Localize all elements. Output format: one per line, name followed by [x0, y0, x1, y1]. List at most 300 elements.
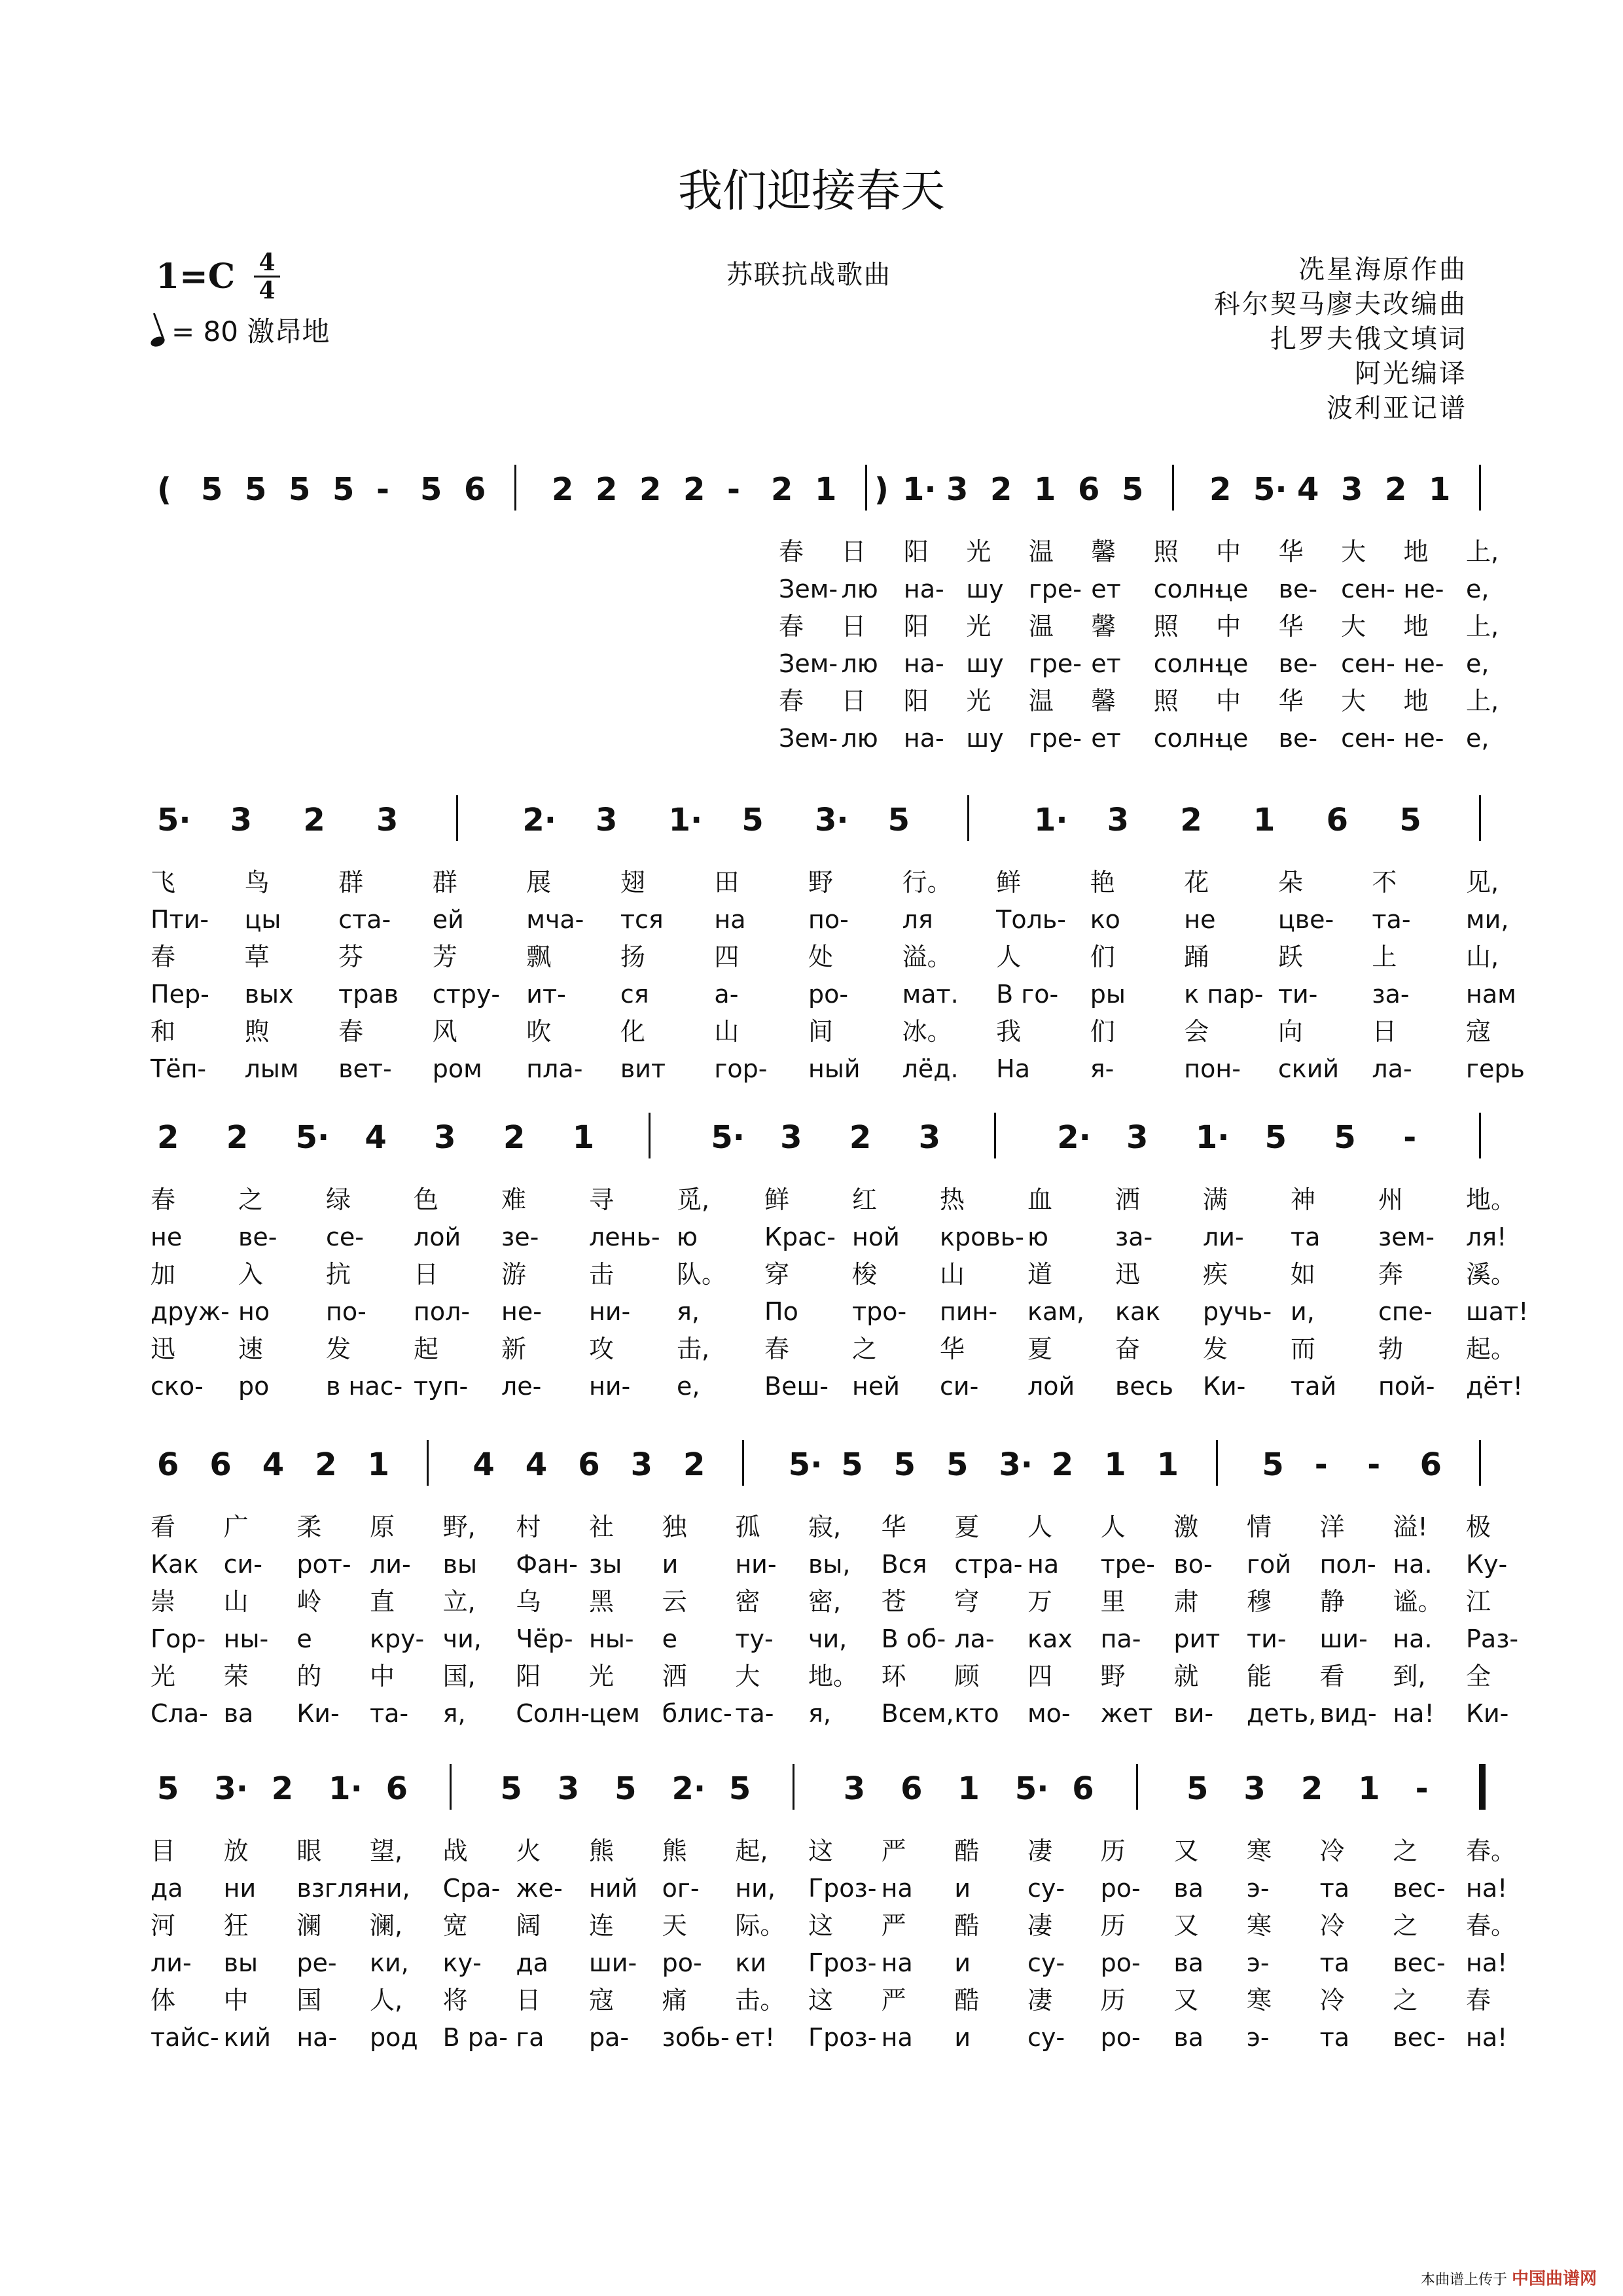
lyric-syllable: 照	[1153, 687, 1179, 715]
lyric-syllable: пол-	[414, 1297, 471, 1326]
lyric-syllable: лёд.	[902, 1054, 959, 1083]
note: 3·	[999, 1446, 1033, 1483]
lyric-syllable: 日	[841, 687, 866, 715]
lyric-syllable: 队。	[677, 1260, 727, 1289]
lyric-syllable: ро-	[1100, 1948, 1141, 1977]
lyric-syllable: Вся	[881, 1550, 927, 1579]
lyric-syllable: ний	[589, 1874, 638, 1903]
lyric-syllable: цы	[244, 905, 281, 934]
note: 1·	[1195, 1119, 1230, 1156]
lyric-syllable: ти-	[1247, 1624, 1287, 1653]
lyric-syllable: 寒	[1247, 1911, 1272, 1940]
bar-line	[1479, 1113, 1481, 1158]
note: 6	[1419, 1446, 1442, 1483]
note: 5	[1334, 1119, 1356, 1156]
lyric-syllable: на!	[1393, 1699, 1435, 1728]
lyric-syllable: ро	[238, 1372, 270, 1401]
note: 2	[1385, 471, 1407, 508]
lyric-syllable: 们	[1090, 1017, 1115, 1046]
lyric-syllable: ши-	[1319, 1624, 1368, 1653]
lyric-syllable: 能	[1247, 1662, 1272, 1691]
lyric-syllable: 人,	[370, 1986, 403, 2015]
lyric-syllable: ры	[1090, 980, 1126, 1009]
lyric-syllable: на.	[1393, 1624, 1433, 1653]
note: 5	[887, 802, 910, 838]
lyric-syllable: же-	[516, 1874, 563, 1903]
lyric-syllable: 们	[1090, 942, 1115, 971]
lyric-syllable: туп-	[414, 1372, 469, 1401]
lyric-syllable: 际。	[735, 1911, 785, 1940]
note: 2	[552, 471, 574, 508]
lyric-syllable: 勃	[1378, 1335, 1404, 1363]
lyric-syllable: 环	[881, 1662, 906, 1691]
time-signature-top: 4	[259, 249, 276, 276]
lyric-syllable: не-	[1403, 575, 1444, 603]
lyric-syllable: рот-	[296, 1550, 351, 1579]
lyric-syllable: 日	[1372, 1017, 1397, 1046]
credit-line: 阿光编译	[1355, 359, 1467, 389]
note: 6	[1078, 471, 1100, 508]
lyric-syllable: ту-	[735, 1624, 774, 1653]
lyric-syllable: 击	[589, 1260, 615, 1289]
lyric-syllable: 阳	[903, 537, 929, 566]
lyric-syllable: 馨	[1091, 537, 1116, 566]
lyric-syllable: 疾	[1203, 1260, 1228, 1289]
note: 2	[639, 471, 662, 508]
lyric-syllable: 地。	[808, 1662, 859, 1691]
lyric-syllable: су-	[1027, 2023, 1065, 2052]
tempo-expression: 激昂地	[247, 315, 330, 348]
lyric-syllable: нам	[1466, 980, 1516, 1009]
lyric-syllable: 入	[238, 1260, 264, 1289]
lyric-syllable: 间	[808, 1017, 834, 1046]
lyric-syllable: 这	[808, 1837, 834, 1865]
note: 3	[557, 1770, 580, 1807]
lyric-syllable: 广	[223, 1513, 249, 1541]
lyric-syllable: 寒	[1247, 1837, 1272, 1865]
note: 3	[780, 1119, 802, 1156]
lyric-syllable: на!	[1466, 2023, 1508, 2052]
key-signature: 1=C	[156, 257, 236, 296]
lyric-syllable: 阳	[903, 687, 929, 715]
note: 4	[262, 1446, 285, 1483]
lyric-syllable: 熊	[662, 1837, 687, 1865]
lyric-syllable: и	[662, 1550, 679, 1579]
lyric-syllable: 看	[1319, 1662, 1345, 1691]
lyric-syllable: 酷	[954, 1911, 980, 1940]
lyric-syllable: но	[238, 1297, 270, 1326]
lyric-syllable: не-	[1403, 649, 1444, 678]
song-subtitle: 苏联抗战歌曲	[726, 260, 891, 290]
lyric-syllable: 草	[244, 942, 270, 971]
note: 5·	[711, 1119, 745, 1156]
lyric-syllable: я-	[1090, 1054, 1115, 1083]
lyric-syllable: 这	[808, 1986, 834, 2015]
lyric-syllable: 穹	[954, 1587, 980, 1616]
lyric-syllable: 不	[1372, 868, 1397, 897]
lyric-syllable: 鲜	[764, 1185, 790, 1214]
lyric-syllable: 发	[326, 1335, 351, 1363]
lyric-syllable: за-	[1372, 980, 1410, 1009]
lyric-syllable: 夏	[1027, 1335, 1053, 1363]
note: 2·	[671, 1770, 706, 1807]
lyric-syllable: не-	[501, 1297, 542, 1326]
lyric-syllable: 野	[808, 868, 834, 897]
lyric-syllable: вет-	[338, 1054, 392, 1083]
lyric-syllable: 奔	[1378, 1260, 1404, 1289]
lyric-syllable: 满	[1203, 1185, 1228, 1214]
lyric-syllable: на-	[903, 575, 944, 603]
lyric-syllable: лень-	[589, 1223, 660, 1251]
lyric-syllable: Ки-	[296, 1699, 340, 1728]
lyric-syllable: 目	[151, 1837, 176, 1865]
lyric-syllable: вы	[223, 1948, 259, 1977]
lyric-syllable: ве-	[1278, 649, 1318, 678]
lyric-syllable: ста-	[338, 905, 391, 934]
lyric-syllable: 严	[881, 1837, 906, 1865]
lyric-syllable: си-	[223, 1550, 262, 1579]
lyric-syllable: 起,	[735, 1837, 768, 1865]
note: 4	[473, 1446, 495, 1483]
lyric-syllable: 密	[735, 1587, 760, 1616]
lyric-syllable: Солн-	[516, 1699, 590, 1728]
lyric-syllable: 日	[841, 612, 866, 641]
lyric-syllable: ко	[1090, 905, 1120, 934]
lyric-syllable: су-	[1027, 1874, 1065, 1903]
lyric-syllable: 华	[1278, 537, 1304, 566]
lyric-syllable: 展	[526, 868, 552, 897]
note: 2	[226, 1119, 249, 1156]
bar-line	[450, 1764, 452, 1810]
closing-parenthesis: )	[874, 471, 889, 508]
lyric-syllable: 吹	[526, 1017, 552, 1046]
lyric-syllable: 酷	[954, 1986, 980, 2015]
lyric-syllable: на!	[1466, 1948, 1508, 1977]
lyric-syllable: 华	[1278, 687, 1304, 715]
note: 6	[385, 1770, 408, 1807]
lyric-syllable: Гроз-	[808, 2023, 877, 2052]
lyric-syllable: ви-	[1173, 1699, 1214, 1728]
lyric-syllable: та-	[1372, 905, 1411, 934]
lyric-syllable: 天	[662, 1911, 687, 1940]
note: 5	[946, 1446, 969, 1483]
lyric-syllable: пла-	[526, 1054, 583, 1083]
lyric-syllable: 山	[714, 1017, 740, 1046]
lyric-syllable: лой	[414, 1223, 461, 1251]
lyric-syllable: 谧。	[1393, 1587, 1443, 1616]
lyric-syllable: 大	[1341, 687, 1366, 715]
lyric-syllable: 化	[620, 1017, 645, 1046]
lyric-syllable: Зем-	[779, 649, 838, 678]
note: 5	[332, 471, 355, 508]
lyric-syllable: на	[714, 905, 746, 934]
tempo-value: = 80	[171, 315, 238, 348]
lyric-syllable: 温	[1028, 537, 1054, 566]
lyric-syllable: 速	[238, 1335, 264, 1363]
lyric-syllable: 的	[296, 1662, 322, 1691]
lyric-syllable: та	[1319, 1948, 1350, 1977]
lyric-syllable: 春	[338, 1017, 364, 1046]
note: 3·	[815, 802, 849, 838]
lyric-syllable: 艳	[1090, 868, 1115, 897]
lyric-syllable: ет	[1091, 724, 1121, 753]
note: 2	[596, 471, 618, 508]
lyric-syllable: 放	[223, 1837, 249, 1865]
lyric-syllable: 又	[1173, 1837, 1199, 1865]
lyric-syllable: ет	[1091, 649, 1121, 678]
note: 1	[1104, 1446, 1126, 1483]
lyric-syllable: 冰。	[902, 1017, 952, 1046]
lyric-syllable: чи,	[442, 1624, 482, 1653]
lyric-syllable: 跃	[1277, 942, 1303, 971]
note: 1	[572, 1119, 595, 1156]
lyric-syllable: 凄	[1027, 1911, 1053, 1940]
lyric-syllable: 向	[1277, 1017, 1303, 1046]
lyric-syllable: гре-	[1028, 575, 1082, 603]
lyric-syllable: ный	[808, 1054, 861, 1083]
lyric-syllable: е	[296, 1624, 312, 1653]
note: 2	[1209, 471, 1232, 508]
lyric-syllable: це	[1216, 724, 1249, 753]
lyric-syllable: 中	[370, 1662, 395, 1691]
lyric-syllable: 又	[1173, 1911, 1199, 1940]
lyric-syllable: ва	[1173, 2023, 1204, 2052]
note: 4	[365, 1119, 387, 1156]
lyric-syllable: 田	[714, 868, 740, 897]
lyric-syllable: шу	[966, 575, 1004, 603]
bar-line	[427, 1440, 429, 1486]
lyric-syllable: тро-	[852, 1297, 907, 1326]
lyric-syllable: е,	[1466, 649, 1489, 678]
lyric-syllable: на-	[903, 724, 944, 753]
lyric-syllable: Раз-	[1466, 1624, 1519, 1653]
lyric-syllable: 加	[151, 1260, 176, 1289]
lyric-syllable: 踊	[1184, 942, 1209, 971]
lyric-syllable: 宽	[442, 1911, 468, 1940]
note: 3·	[214, 1770, 249, 1807]
lyric-syllable: га	[516, 2023, 544, 2052]
lyric-syllable: ручь-	[1203, 1297, 1272, 1326]
lyric-syllable: по-	[808, 905, 849, 934]
lyric-syllable: 发	[1203, 1335, 1228, 1363]
lyric-syllable: вы,	[808, 1550, 851, 1579]
lyric-syllable: ки,	[370, 1948, 409, 1977]
note: 5	[245, 471, 267, 508]
lyric-syllable: на-	[903, 649, 944, 678]
note: 5	[615, 1770, 637, 1807]
note: 6	[1072, 1770, 1094, 1807]
lyric-syllable: 春	[151, 942, 176, 971]
lyric-syllable: По	[764, 1297, 798, 1326]
lyric-syllable: 洋	[1319, 1513, 1345, 1541]
lyric-syllable: гор-	[714, 1054, 768, 1083]
note: 6	[1326, 802, 1349, 838]
lyric-syllable: 击。	[735, 1986, 785, 2015]
lyric-syllable: 全	[1466, 1662, 1491, 1691]
lyric-syllable: чи,	[808, 1624, 847, 1653]
note: 1·	[668, 802, 703, 838]
lyric-syllable: 照	[1153, 537, 1179, 566]
note: 5	[741, 802, 764, 838]
lyric-syllable: 情	[1247, 1513, 1272, 1541]
lyric-syllable: Ки-	[1203, 1372, 1246, 1401]
lyric-syllable: 游	[501, 1260, 527, 1289]
lyric-syllable: Зем-	[779, 724, 838, 753]
lyric-syllable: ши-	[589, 1948, 637, 1977]
lyric-syllable: пин-	[940, 1297, 998, 1326]
lyric-syllable: Всем,	[881, 1699, 954, 1728]
lyric-syllable: 寇	[1466, 1017, 1491, 1046]
lyric-syllable: лю	[841, 724, 878, 753]
note: -	[1367, 1446, 1381, 1483]
lyric-syllable: 行。	[902, 868, 952, 897]
bar-line	[994, 1113, 996, 1158]
lyric-syllable: ва	[1173, 1874, 1204, 1903]
lyric-syllable: и	[954, 1948, 971, 1977]
song-title: 我们迎接春天	[677, 166, 945, 217]
lyric-syllable: лым	[244, 1054, 299, 1083]
lyric-syllable: как	[1115, 1297, 1161, 1326]
lyric-syllable: 芬	[338, 942, 364, 971]
lyric-syllable: я,	[677, 1297, 700, 1326]
lyric-syllable: ог-	[662, 1874, 700, 1903]
lyric-syllable: 社	[589, 1513, 615, 1541]
lyric-syllable: 大	[735, 1662, 760, 1691]
note: 5	[1122, 471, 1144, 508]
lyric-syllable: Гроз-	[808, 1948, 877, 1977]
lyric-syllable: ни-	[735, 1550, 777, 1579]
lyric-syllable: на.	[1393, 1550, 1433, 1579]
note: 1	[1429, 471, 1451, 508]
lyric-syllable: ра-	[589, 2023, 630, 2052]
bar-line	[1479, 1440, 1481, 1486]
lyric-syllable: пон-	[1184, 1054, 1241, 1083]
bar-line	[793, 1764, 794, 1810]
lyric-syllable: на	[881, 1948, 913, 1977]
lyric-syllable: гре-	[1028, 724, 1082, 753]
lyric-syllable: Пти-	[151, 905, 209, 934]
lyric-syllable: 春。	[1466, 1837, 1516, 1865]
note: 3	[1107, 802, 1130, 838]
note: 3	[630, 1446, 652, 1483]
lyric-syllable: Тёп-	[151, 1054, 207, 1083]
lyric-syllable: 中	[1216, 612, 1241, 641]
lyric-syllable: ла-	[1372, 1054, 1412, 1083]
lyric-syllable: 上,	[1466, 537, 1499, 566]
lyric-syllable: ве-	[1278, 724, 1318, 753]
lyric-syllable: ю	[1027, 1223, 1048, 1251]
lyric-syllable: 之	[1393, 1837, 1418, 1865]
lyric-syllable: ми,	[1466, 905, 1509, 934]
site-logo: 中国曲谱网	[1511, 2269, 1597, 2289]
note: 5	[1186, 1770, 1209, 1807]
lyric-syllable: ит-	[526, 980, 566, 1009]
lyric-syllable: 村	[516, 1513, 541, 1541]
lyric-syllable: ве-	[238, 1223, 277, 1251]
note: (	[157, 471, 171, 508]
lyric-syllable: се-	[326, 1223, 364, 1251]
note: -	[727, 471, 740, 508]
lyric-syllable: 这	[808, 1911, 834, 1940]
lyric-syllable: 温	[1028, 687, 1054, 715]
lyric-syllable: сен-	[1341, 724, 1395, 753]
note: 5·	[788, 1446, 823, 1483]
note: 2	[303, 802, 325, 838]
lyric-syllable: по-	[326, 1297, 366, 1326]
lyric-syllable: 地	[1403, 687, 1429, 715]
lyric-syllable: 阳	[903, 612, 929, 641]
lyric-syllable: Толь-	[996, 905, 1066, 934]
lyric-syllable: шу	[966, 649, 1004, 678]
lyric-syllable: це	[1216, 649, 1249, 678]
lyric-syllable: Ку-	[1466, 1550, 1508, 1579]
lyric-syllable: та-	[735, 1699, 774, 1728]
lyric-syllable: вес-	[1393, 2023, 1446, 2052]
lyric-syllable: мат.	[902, 980, 959, 1009]
bar-line	[456, 795, 458, 841]
lyric-syllable: ля!	[1466, 1223, 1507, 1251]
lyric-syllable: 大	[1341, 537, 1366, 566]
lyric-syllable: 荣	[223, 1662, 249, 1691]
lyric-syllable: ро-	[1100, 2023, 1141, 2052]
lyric-syllable: вит	[620, 1054, 666, 1083]
lyric-syllable: взгля-	[296, 1874, 378, 1903]
lyric-syllable: зобь-	[662, 2023, 730, 2052]
lyric-syllable: ре-	[296, 1948, 337, 1977]
lyric-syllable: 和	[151, 1017, 176, 1046]
lyric-syllable: 奋	[1115, 1335, 1141, 1363]
lyric-syllable: е,	[1466, 575, 1489, 603]
lyric-syllable: В го-	[996, 980, 1059, 1009]
note: 6	[209, 1446, 232, 1483]
lyric-syllable: ро-	[662, 1948, 702, 1977]
note: 5	[893, 1446, 916, 1483]
note: 2	[157, 1119, 179, 1156]
lyric-syllable: 温	[1028, 612, 1054, 641]
lyric-syllable: 极	[1466, 1513, 1491, 1541]
lyric-syllable: 独	[662, 1513, 687, 1541]
lyric-syllable: 山	[940, 1260, 965, 1289]
lyric-syllable: 苍	[881, 1587, 906, 1616]
lyric-syllable: зы	[589, 1550, 622, 1579]
lyric-syllable: ро-	[808, 980, 849, 1009]
lyric-syllable: 冷	[1319, 1911, 1345, 1940]
lyric-syllable: Гор-	[151, 1624, 206, 1653]
lyric-syllable: На	[996, 1054, 1031, 1083]
note: 2	[849, 1119, 872, 1156]
note: 6	[157, 1446, 179, 1483]
lyric-syllable: 严	[881, 1911, 906, 1940]
lyric-syllable: я,	[442, 1699, 466, 1728]
lyric-syllable: 阳	[516, 1662, 541, 1691]
lyric-syllable: 四	[1027, 1662, 1053, 1691]
lyric-syllable: 柔	[296, 1513, 322, 1541]
lyric-syllable: 中	[1216, 537, 1241, 566]
note: 2	[1180, 802, 1202, 838]
time-signature-bottom: 4	[259, 277, 276, 304]
lyric-syllable: 馨	[1091, 612, 1116, 641]
lyric-syllable: ла-	[954, 1624, 995, 1653]
lyric-syllable: 直	[370, 1587, 395, 1616]
lyric-syllable: 山,	[1466, 942, 1499, 971]
lyric-syllable: стру-	[432, 980, 501, 1009]
lyric-syllable: ны-	[589, 1624, 634, 1653]
bar-line	[1479, 1764, 1486, 1810]
lyric-syllable: ку-	[442, 1948, 482, 1977]
lyric-syllable: 上,	[1466, 687, 1499, 715]
lyric-syllable: 连	[589, 1911, 615, 1940]
lyric-syllable: В ра-	[442, 2023, 508, 2052]
